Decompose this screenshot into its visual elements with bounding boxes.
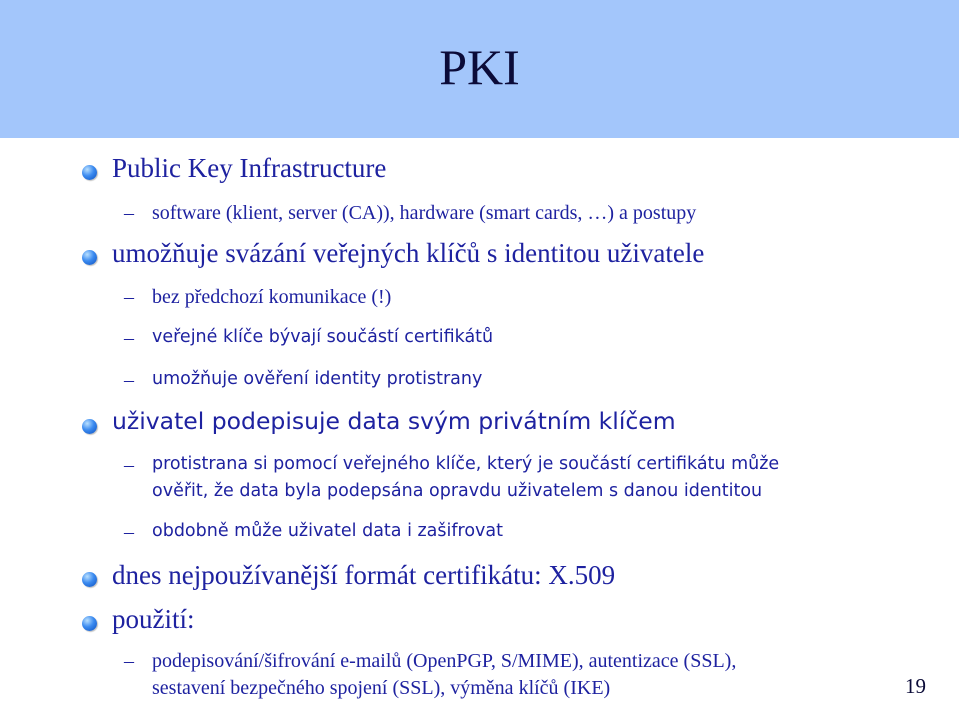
bullet-icon xyxy=(82,419,97,434)
dash-icon: – xyxy=(124,202,134,224)
sub-bullet-text: ověřit, že data byla podepsána opravdu uživatelem s danou identitou xyxy=(152,481,763,501)
dash-icon: – xyxy=(124,369,134,391)
bullet-text: umožňuje svázání veřejných klíčů s identitou uživatele xyxy=(112,238,705,268)
dash-icon: – xyxy=(124,327,134,349)
bullet-text: Public Key Infrastructure xyxy=(112,153,387,183)
dash-icon: – xyxy=(124,650,134,672)
bullet-icon xyxy=(82,165,97,180)
sub-bullet-text: bez předchozí komunikace (!) xyxy=(152,286,392,308)
bullet-text: dnes nejpoužívanější formát certifikátu: X.509 xyxy=(112,560,616,590)
sub-bullet-text: software (klient, server (CA)), hardware (smart cards, …) a postupy xyxy=(152,202,697,224)
page-number: 19 xyxy=(905,674,926,698)
bullet-text: uživatel podepisuje data svým privátním klíčem xyxy=(112,407,676,435)
sub-bullet-text: sestavení bezpečného spojení (SSL), výměna klíčů (IKE) xyxy=(152,677,611,699)
sub-bullet-text: obdobně může uživatel data i zašifrovat xyxy=(152,521,503,541)
sub-bullet-text: veřejné klíče bývají součástí certifikátů xyxy=(152,327,494,347)
sub-bullet-text: protistrana si pomocí veřejného klíče, který je součástí certifikátu může xyxy=(152,454,780,474)
bullet-icon xyxy=(82,572,97,587)
bullet-icon xyxy=(82,250,97,265)
slide-title: PKI xyxy=(439,39,520,95)
dash-icon: – xyxy=(124,286,134,308)
bullet-text: použití: xyxy=(112,604,195,634)
dash-icon: – xyxy=(124,454,134,476)
dash-icon: – xyxy=(124,521,134,543)
sub-bullet-text: umožňuje ověření identity protistrany xyxy=(152,369,483,389)
sub-bullet-text: podepisování/šifrování e-mailů (OpenPGP, S/MIME), autentizace (SSL), xyxy=(152,650,737,672)
bullet-icon xyxy=(82,616,97,631)
